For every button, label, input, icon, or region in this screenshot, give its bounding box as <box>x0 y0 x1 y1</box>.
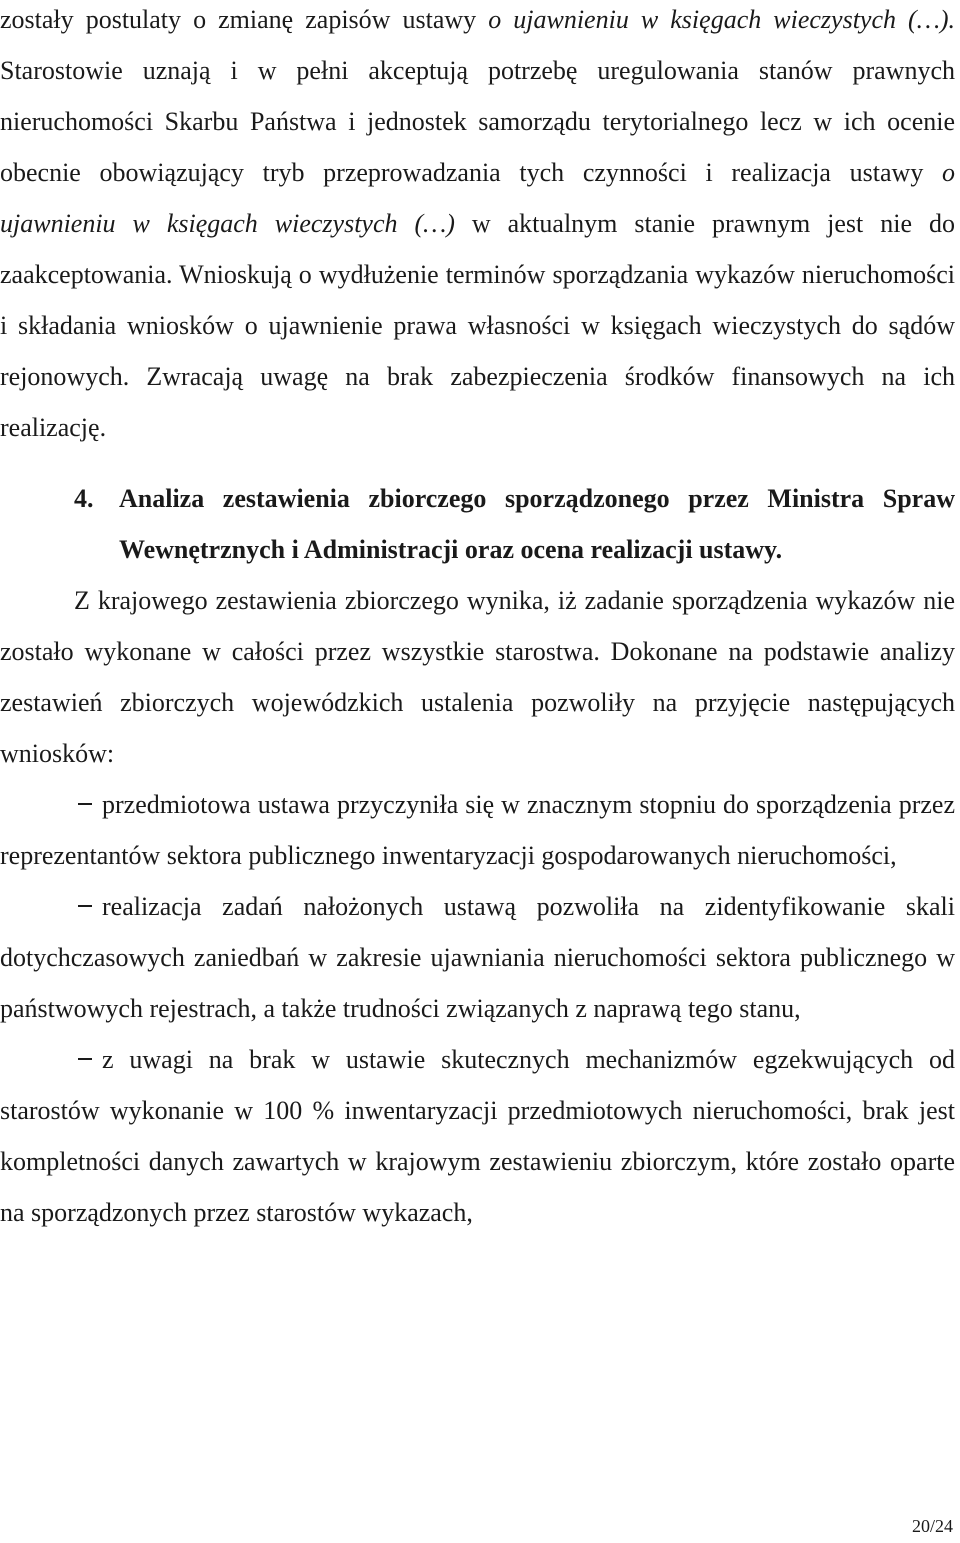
bullet-text: realizacja zadań nałożonych ustawą pozwoliła na zidentyfikowanie skali dotychczasowych zaniedbań w zakresie ujawniania nieruchomości sektora publicznego w państwowych rejestrach, a także trudności związanych z naprawą tego stanu, <box>0 892 955 1023</box>
bullet-item <box>0 1034 955 1238</box>
italic-act-title: o ujawnieniu w księgach wieczystych (…) <box>0 158 955 238</box>
dash-icon <box>78 803 92 805</box>
paragraph-starostowie <box>0 0 955 453</box>
bullet-text: przedmiotowa ustawa przyczyniła się w znacznym stopniu do sporządzenia przez reprezentantów sektora publicznego inwentaryzacji gospodarowanych nieruchomości, <box>0 790 955 870</box>
section-title: Analiza zestawienia zbiorczego sporządzonego przez Ministra Spraw Wewnętrznych i Administracji oraz ocena realizacji ustawy. <box>119 484 955 564</box>
paragraph-text: w aktualnym stanie prawnym jest nie do zaakceptowania. Wnioskują o wydłużenie terminów sporządzania wykazów nieruchomości i składania wniosków o ujawnienie prawa własności w księgach wieczystych do sądów rejonowych. Zwracają uwagę na brak zabezpieczenia środków finansowych na ich realizację. <box>0 209 955 442</box>
section-number: 4. <box>74 484 94 513</box>
dash-icon <box>78 905 92 907</box>
bullet-item <box>0 779 955 881</box>
section-heading <box>0 473 955 575</box>
bullet-item <box>0 881 955 1034</box>
paragraph-text: Starostowie uznają i w pełni akceptują potrzebę uregulowania stanów prawnych nieruchomości Skarbu Państwa i jednostek samorządu terytorialnego lecz w ich ocenie obecnie obowiązujący tryb przeprowadzania tych czynności i realizacja ustawy <box>0 56 955 187</box>
bullet-text: z uwagi na brak w ustawie skutecznych mechanizmów egzekwujących od starostów wykonanie w 100 % inwentaryzacji przedmiotowych nieruchomości, brak jest kompletności danych zawartych w krajowym zestawieniu zbiorczym, które zostało oparte na sporządzonych przez starostów wykazach, <box>0 1045 955 1227</box>
page-number: 20/24 <box>911 1516 953 1536</box>
paragraph-text: zostały postulaty o zmianę zapisów ustawy <box>0 5 489 34</box>
dash-icon <box>78 1058 92 1060</box>
italic-act-title: o ujawnieniu w księgach wieczystych (…). <box>488 5 955 34</box>
paragraph-conclusions: Z krajowego zestawienia zbiorczego wynika, iż zadanie sporządzenia wykazów nie zostało wykonane w całości przez wszystkie starostwa. Dokonane na podstawie analizy zestawień zbiorczych wojewódzkich ustalenia pozwoliły na przyjęcie następujących wniosków: <box>0 586 955 768</box>
